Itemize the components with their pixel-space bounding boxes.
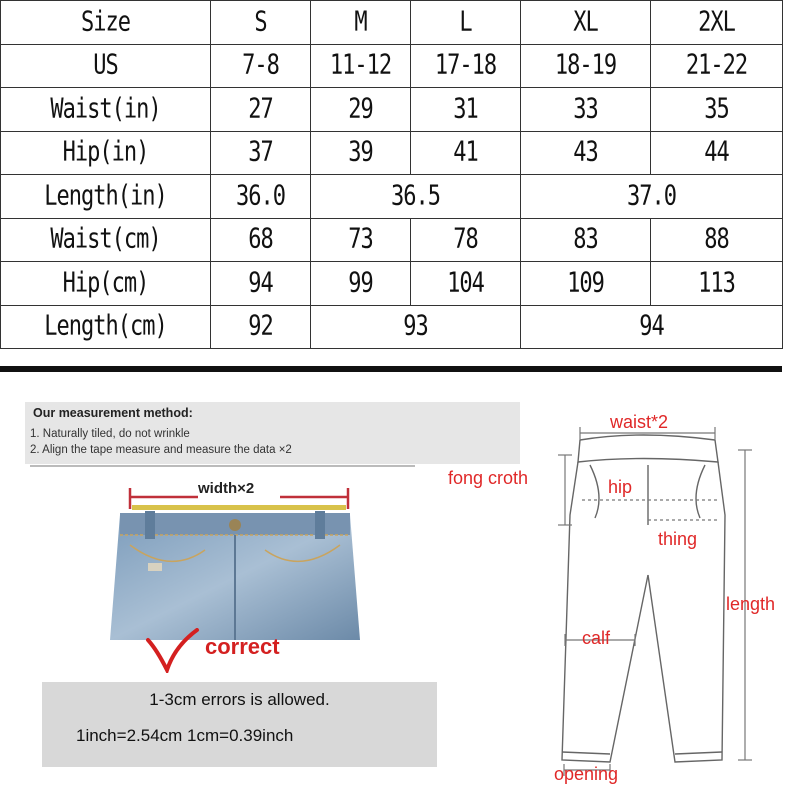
table-cell: 39 [311, 131, 411, 175]
measurement-method-box [25, 402, 520, 464]
row-label: US [1, 44, 211, 88]
row-label: Waist(cm) [1, 218, 211, 262]
thigh-label: thing [658, 529, 698, 549]
table-cell: 94 [211, 262, 311, 306]
errors-note: 1-3cm errors is allowed. [149, 690, 330, 709]
header-cell: M [311, 1, 411, 45]
table-cell: 17-18 [411, 44, 521, 88]
row-label: Hip(in) [1, 131, 211, 175]
table-cell: 92 [211, 305, 311, 349]
table-cell: 18-19 [521, 44, 651, 88]
pants-diagram [448, 400, 800, 800]
method-title: Our measurement method: [33, 406, 193, 420]
method-step-1: 1. Naturally tiled, do not wrinkle [30, 428, 190, 440]
table-cell: 41 [411, 131, 521, 175]
row-label: Hip(cm) [1, 262, 211, 306]
table-cell: 7-8 [211, 44, 311, 88]
table-cell: 35 [651, 88, 783, 132]
crotch-label: fong croth [448, 468, 529, 488]
table-cell: 31 [411, 88, 521, 132]
table-cell: 94 [521, 305, 783, 349]
width-label: width×2 [198, 480, 255, 497]
table-cell: 37.0 [521, 175, 783, 219]
table-row [1, 218, 783, 262]
table-cell: 99 [311, 262, 411, 306]
table-cell: 11-12 [311, 44, 411, 88]
table-cell: 68 [211, 218, 311, 262]
table-row [1, 131, 783, 175]
table-row [1, 262, 783, 306]
header-cell: S [211, 1, 311, 45]
table-cell: 36.5 [311, 175, 521, 219]
header-cell: XL [521, 1, 651, 45]
table-cell: 44 [651, 131, 783, 175]
table-cell: 104 [411, 262, 521, 306]
correct-label: correct [205, 634, 280, 659]
table-cell: 36.0 [211, 175, 311, 219]
table-cell: 113 [651, 262, 783, 306]
table-cell: 33 [521, 88, 651, 132]
row-label: Length(in) [1, 175, 211, 219]
row-label: Waist(in) [1, 88, 211, 132]
divider [30, 465, 415, 467]
waist-label: waist*2 [610, 412, 669, 432]
table-cell: 29 [311, 88, 411, 132]
row-label: Length(cm) [1, 305, 211, 349]
check-icon [145, 628, 200, 673]
table-cell: 78 [411, 218, 521, 262]
jeans-photo [110, 505, 360, 640]
table-cell: 88 [651, 218, 783, 262]
header-cell: 2XL [651, 1, 783, 45]
table-row [1, 44, 783, 88]
table-cell: 27 [211, 88, 311, 132]
hip-label: hip [608, 477, 633, 497]
table-row [1, 305, 783, 349]
header-cell: Size [1, 1, 211, 45]
table-cell: 93 [311, 305, 521, 349]
method-step-2: 2. Align the tape measure and measure the data ×2 [30, 444, 292, 456]
table-header-row [1, 1, 783, 45]
header-cell: L [411, 1, 521, 45]
errors-note-box [42, 682, 437, 767]
table-cell: 37 [211, 131, 311, 175]
unit-conversion-note: 1inch=2.54cm 1cm=0.39inch [76, 726, 294, 745]
calf-label: calf [582, 628, 611, 648]
table-row [1, 88, 783, 132]
table-cell: 21-22 [651, 44, 783, 88]
table-cell: 109 [521, 262, 651, 306]
table-row [1, 175, 783, 219]
size-chart-table [0, 0, 782, 372]
length-label: length [726, 594, 776, 614]
table-cell: 73 [311, 218, 411, 262]
table-cell: 83 [521, 218, 651, 262]
table-divider [0, 366, 782, 372]
table-cell: 43 [521, 131, 651, 175]
opening-label: opening [554, 764, 619, 784]
